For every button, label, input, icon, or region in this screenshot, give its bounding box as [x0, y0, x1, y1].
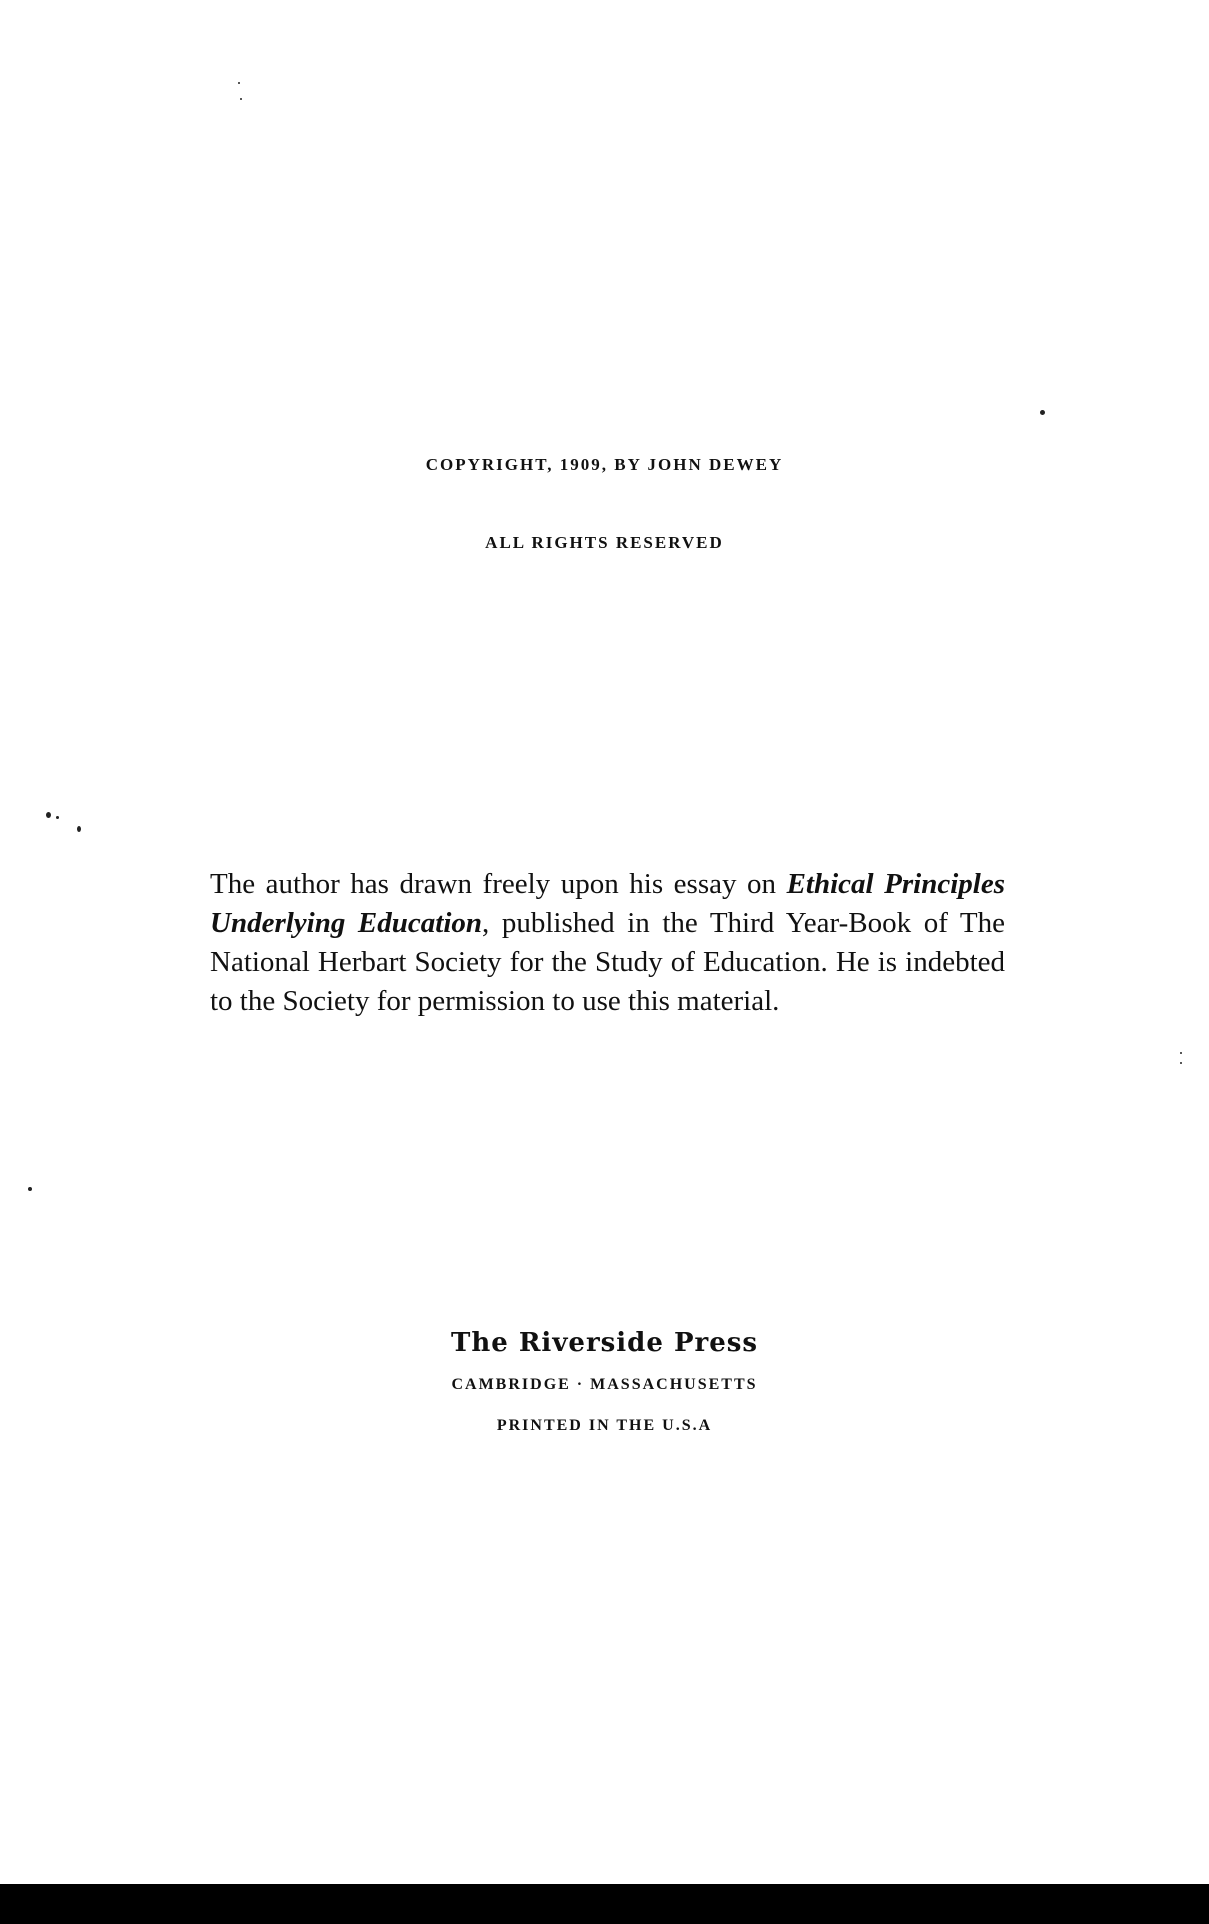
acknowledgement-note — [210, 865, 1005, 1021]
press-name: The Riverside Press — [450, 1328, 759, 1358]
rights-reserved-line: ALL RIGHTS RESERVED — [485, 533, 724, 552]
scan-speck — [1180, 1052, 1182, 1054]
scan-speck — [1040, 410, 1045, 415]
press-printed-line: PRINTED IN THE U.S.A — [496, 1417, 713, 1434]
scan-speck — [240, 98, 242, 100]
scan-speck — [77, 826, 81, 832]
scan-border-bar — [0, 1884, 1209, 1924]
note-intro: The author has drawn freely upon his essay on — [210, 868, 787, 900]
scan-speck — [238, 82, 240, 84]
scan-speck — [1180, 1062, 1182, 1064]
scan-speck — [46, 812, 51, 818]
note-body: , published in the Third Year-Book of The National Herbart Society for the Study of Education. He is indebted to the Society for permission to use this material. — [210, 907, 1005, 1017]
scan-speck — [56, 816, 59, 819]
press-place: CAMBRIDGE · MASSACHUSETTS — [451, 1376, 758, 1393]
essay-title: Ethical Principles Underlying Education — [210, 868, 1005, 939]
scan-speck — [28, 1187, 32, 1191]
copyright-line: COPYRIGHT, 1909, BY JOHN DEWEY — [425, 455, 784, 474]
